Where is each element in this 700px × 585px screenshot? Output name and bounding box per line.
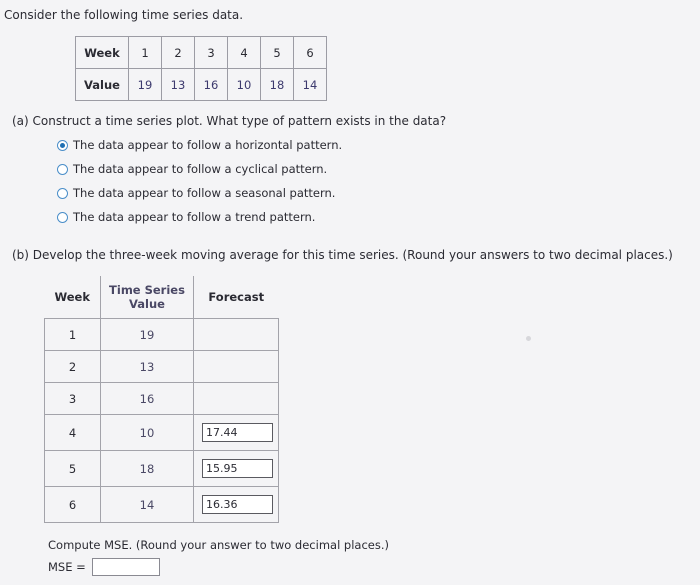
- table-row: [45, 319, 279, 351]
- week-cell: 4: [228, 37, 261, 69]
- forecast-column-header: Forecast: [194, 276, 279, 319]
- moving-average-table: [44, 276, 279, 523]
- forecast-cell: [194, 451, 279, 487]
- forecast-cell: [194, 319, 279, 351]
- value-cell: 10: [228, 69, 261, 101]
- value-cell: 19: [129, 69, 162, 101]
- value-cell: 19: [101, 319, 194, 351]
- table-row: [45, 415, 279, 451]
- week-cell: 3: [45, 383, 101, 415]
- value-cell: 13: [162, 69, 195, 101]
- forecast-input[interactable]: 15.95: [202, 459, 273, 478]
- table-row: [45, 383, 279, 415]
- week-cell: 6: [45, 487, 101, 523]
- forecast-input[interactable]: 16.36: [202, 495, 273, 514]
- value-header: Value: [76, 69, 129, 101]
- forecast-cell: [194, 415, 279, 451]
- value-cell: 13: [101, 351, 194, 383]
- week-row: [76, 37, 327, 69]
- option-cyclical[interactable]: [57, 162, 327, 176]
- radio-unselected[interactable]: [57, 212, 68, 223]
- radio-unselected[interactable]: [57, 164, 68, 175]
- forecast-cell: [194, 487, 279, 523]
- week-cell: 2: [162, 37, 195, 69]
- option-label: The data appear to follow a seasonal pattern.: [73, 186, 336, 200]
- forecast-cell: [194, 351, 279, 383]
- table-row: [45, 487, 279, 523]
- table-row: [45, 451, 279, 487]
- week-cell: 1: [45, 319, 101, 351]
- value-cell: 18: [261, 69, 294, 101]
- week-cell: 3: [195, 37, 228, 69]
- week-cell: 2: [45, 351, 101, 383]
- radio-unselected[interactable]: [57, 188, 68, 199]
- value-cell: 10: [101, 415, 194, 451]
- option-seasonal[interactable]: [57, 186, 335, 200]
- week-header: Week: [76, 37, 129, 69]
- value-cell: 14: [101, 487, 194, 523]
- week-cell: 5: [261, 37, 294, 69]
- mse-label: MSE =: [48, 560, 86, 574]
- part-b-question: (b) Develop the three-week moving average for this time series. (Round your answers to two decimal places.): [12, 248, 673, 262]
- value-row: [76, 69, 327, 101]
- week-cell: 6: [294, 37, 327, 69]
- option-horizontal[interactable]: [57, 138, 342, 152]
- intro-text: Consider the following time series data.: [4, 8, 244, 22]
- value-cell: 18: [101, 451, 194, 487]
- mse-row: [48, 558, 160, 576]
- mse-prompt: Compute MSE. (Round your answer to two decimal places.): [48, 538, 390, 552]
- option-trend[interactable]: [57, 210, 315, 224]
- option-label: The data appear to follow a trend pattern.: [73, 210, 316, 224]
- radio-selected[interactable]: [57, 140, 68, 151]
- decorative-dot: [526, 336, 531, 341]
- mse-input[interactable]: [92, 558, 160, 576]
- option-label: The data appear to follow a horizontal pattern.: [73, 138, 343, 152]
- table-row: [45, 351, 279, 383]
- option-label: The data appear to follow a cyclical pattern.: [73, 162, 328, 176]
- value-cell: 14: [294, 69, 327, 101]
- value-cell: 16: [195, 69, 228, 101]
- week-cell: 4: [45, 415, 101, 451]
- part-a-question: (a) Construct a time series plot. What type of pattern exists in the data?: [12, 114, 447, 128]
- time-series-table: [75, 36, 327, 101]
- table-header-row: [45, 276, 279, 319]
- week-column-header: Week: [45, 276, 101, 319]
- value-column-header: Time Series Value: [101, 276, 194, 319]
- week-cell: 5: [45, 451, 101, 487]
- value-cell: 16: [101, 383, 194, 415]
- forecast-cell: [194, 383, 279, 415]
- forecast-input[interactable]: 17.44: [202, 423, 273, 442]
- week-cell: 1: [129, 37, 162, 69]
